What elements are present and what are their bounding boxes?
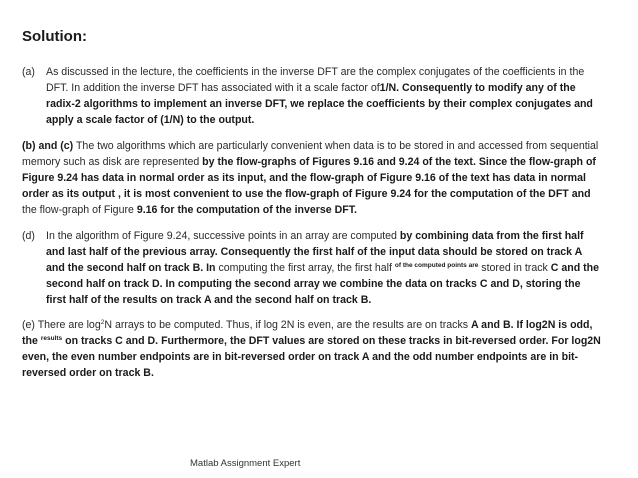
paragraph-bc-text-bold-2: 9.16 for the computation of the inverse DFT. — [136, 204, 357, 216]
paragraph-d-superscript: of the computed points are — [394, 262, 479, 269]
solution-heading: Solution: — [22, 28, 87, 45]
paragraph-e — [22, 317, 607, 381]
footer-credit: Matlab Assignment Expert — [190, 458, 301, 469]
paragraph-d-text — [46, 228, 602, 308]
paragraph-d-text-regular-2: computing the first array, the first half — [215, 262, 395, 274]
paragraph-a-label: (a) — [22, 66, 35, 78]
paragraph-d — [22, 228, 602, 308]
paragraph-bc-text-regular: The two algorithms which are particularly convenient when data is to be stored in and accessed from sequential memory such as disk are represented — [22, 140, 599, 168]
paragraph-bc-text-bold: by the flow-graphs of Figures 9.16 and 9.24 of the text. Since the flow-graph of Figure 9.24 has data in normal order as its input, and the flow-graph of Figure 9.16 of the text has data in normal order as its output , it is most convenient to use the flow-graph of Figure 9.24 for the computation of the DFT and — [22, 156, 596, 200]
paragraph-e-text-bold: A and B. If log2N is odd, the — [22, 319, 593, 347]
paragraph-d-label: (d) — [22, 230, 35, 242]
paragraph-a — [22, 64, 602, 128]
paragraph-a-text — [46, 64, 602, 128]
paragraph-e-text-regular: (e) There are log — [22, 319, 101, 331]
paragraph-a-text-bold: 1/N. Consequently to modify any of the radix-2 algorithms to implement an inverse DFT, we replace the coefficients by their complex conjugates and apply a scale factor of (1/N) to the output. — [46, 82, 593, 126]
paragraph-d-text-bold-2: C and the second half on track D. In computing the second array we combine the data on tracks C and D, storing the first half of the results on track A and the second half on track B. — [46, 262, 600, 306]
paragraph-e-superscript-2: results — [40, 335, 63, 342]
paragraph-a-text-regular: As discussed in the lecture, the coefficients in the inverse DFT are the complex conjugates of the coefficients in the DFT. In addition the inverse DFT has associated with it a scale factor of — [46, 66, 585, 94]
paragraph-e-superscript: 2 — [100, 319, 105, 326]
paragraph-e-text-regular-2: N arrays to be computed. Thus, if log 2N is even, are the results are on tracks — [104, 319, 471, 331]
paragraph-e-text-bold-2: on tracks C and D. Furthermore, the DFT values are stored on these tracks in bit-reversed order. For log2N even, the even number endpoints are in bit-reversed order on track A and the odd number endpoints are in bit-reversed order on track B. — [22, 335, 601, 379]
paragraph-bc-label: (b) and (c) — [22, 140, 74, 152]
paragraph-d-text-regular-3: stored in track — [478, 262, 551, 274]
paragraph-d-text-regular: In the algorithm of Figure 9.24, successive points in an array are computed — [46, 230, 400, 242]
paragraph-bc-text-regular-2: the flow-graph of Figure — [22, 204, 137, 216]
paragraph-bc — [22, 138, 607, 218]
paragraph-d-text-bold: by combining data from the first half and last half of the previous array. Consequently the first half of the input data should be stored on track A and the second half on track B. In — [46, 230, 584, 274]
